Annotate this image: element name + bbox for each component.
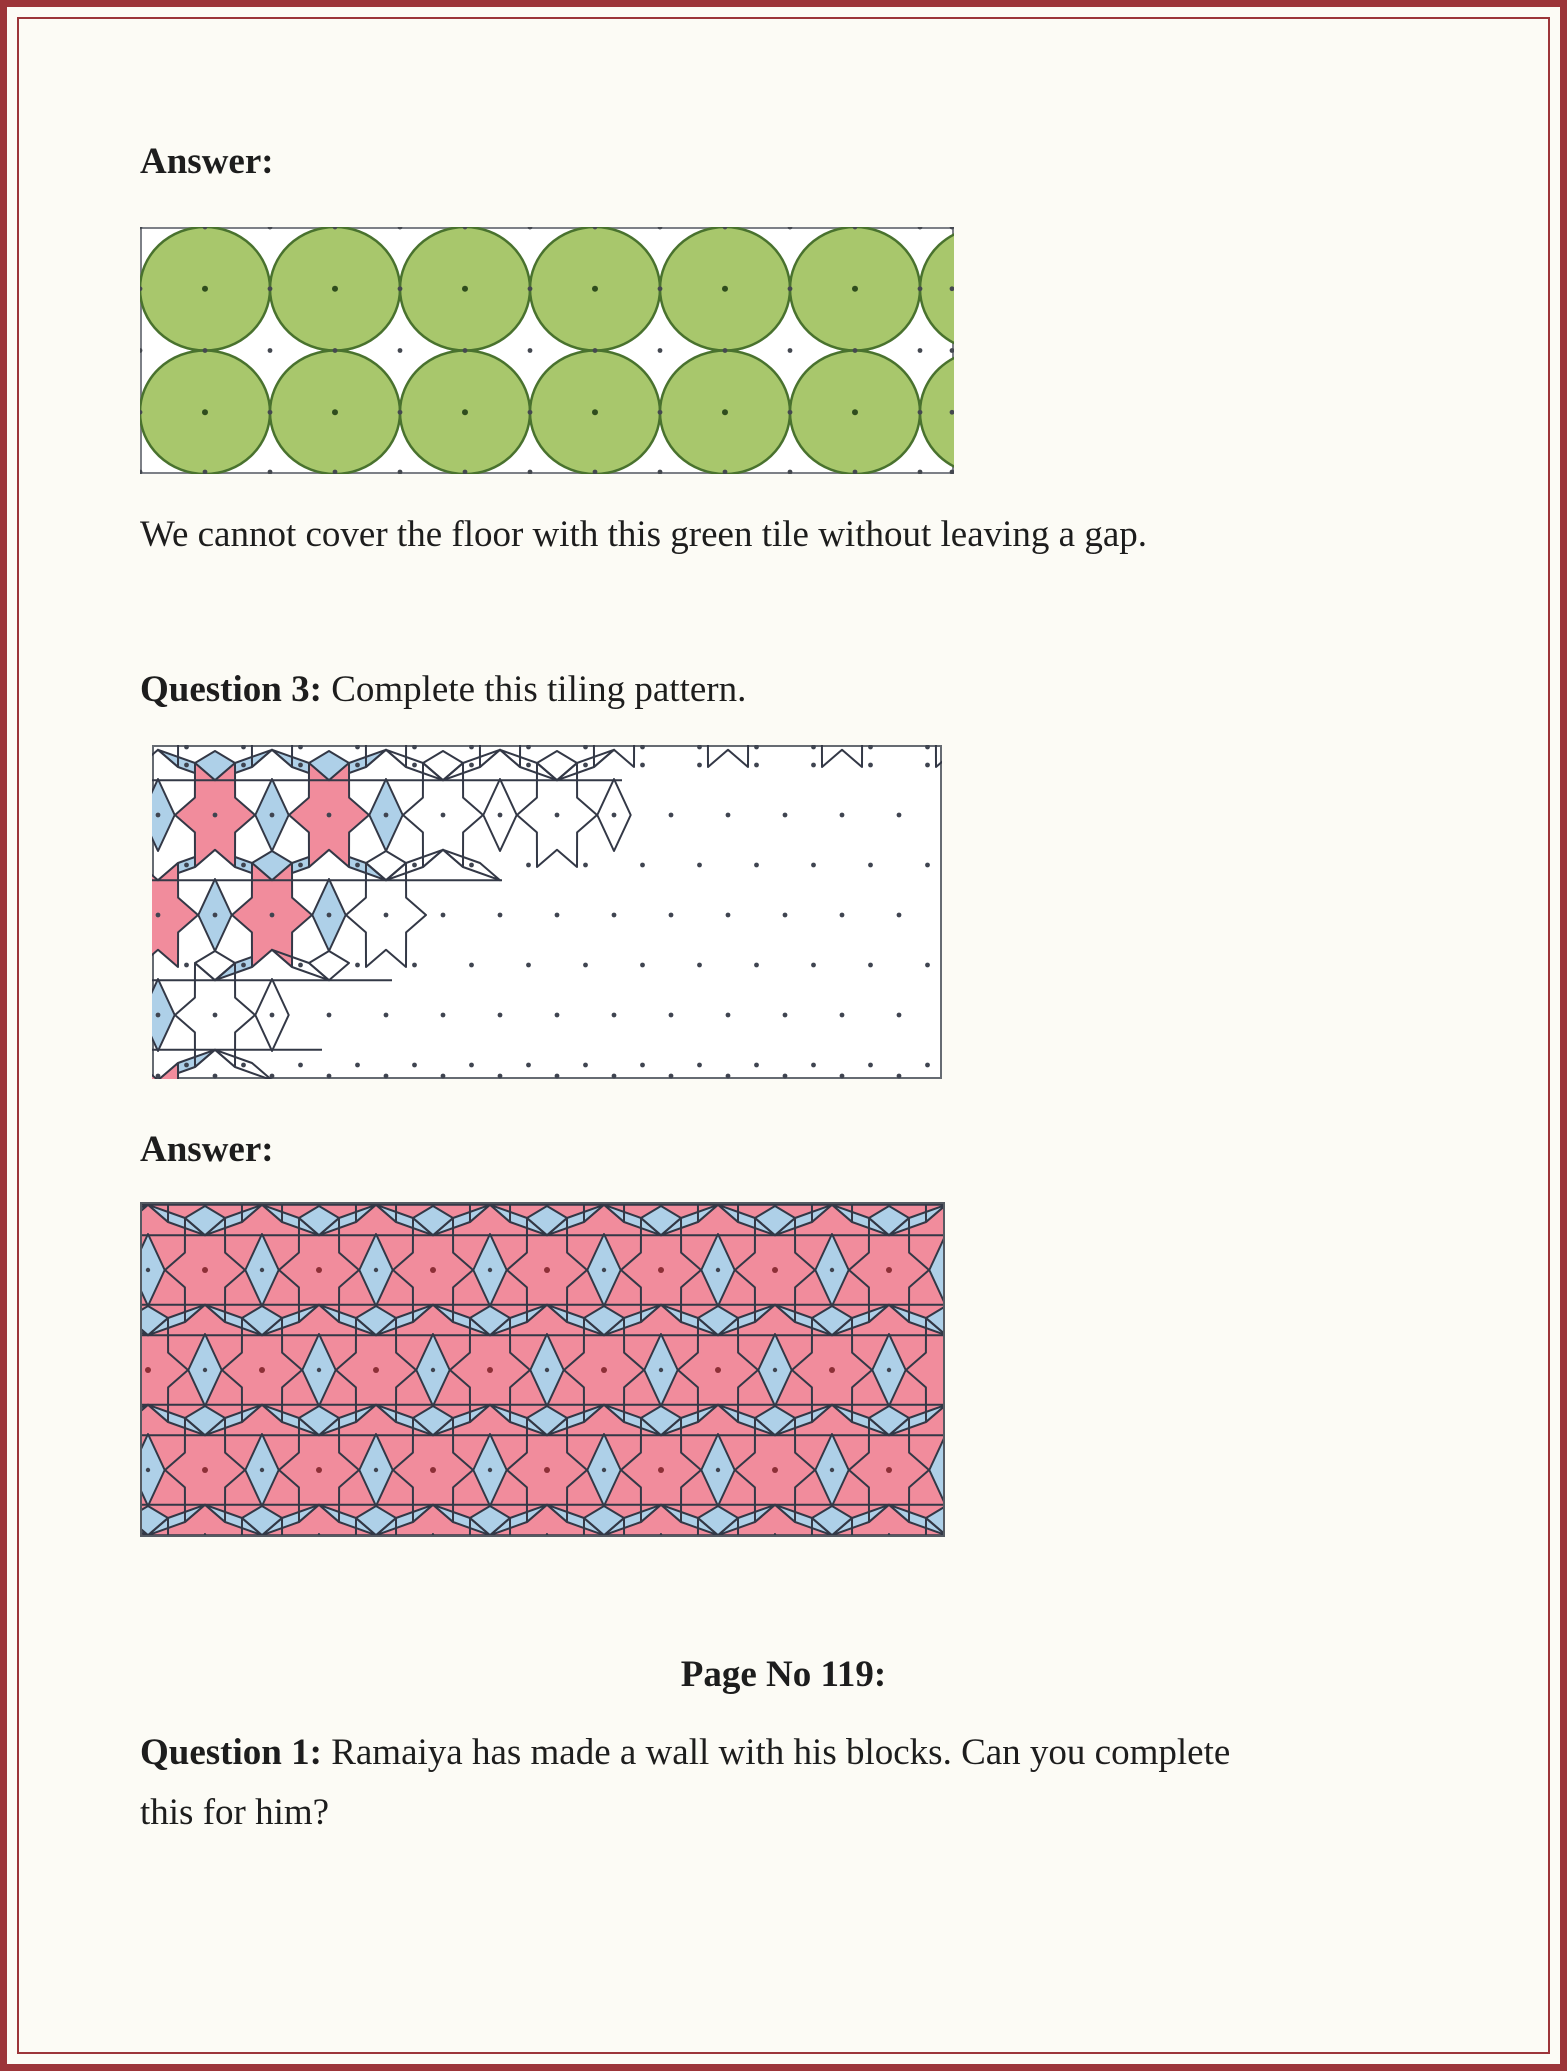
completed-tiling-svg [140, 1202, 945, 1537]
question-1-text: Ramaiya has made a wall with his blocks. Can you complete [321, 1732, 1231, 1773]
question-3-label: Question 3: [140, 669, 322, 710]
question-1-line-1 [140, 1723, 1470, 1783]
question-1-block [140, 1723, 1470, 1843]
circle-tiling-svg [140, 227, 954, 474]
question-3-text: Complete this tiling pattern. [321, 669, 747, 710]
incomplete-tiling-figure [152, 745, 942, 1079]
page-number-heading: Page No 119: [680, 1654, 887, 1695]
gap-statement: We cannot cover the floor with this green tile without leaving a gap. [140, 514, 1148, 555]
question-1-label: Question 1: [140, 1732, 322, 1773]
answer-heading-1: Answer: [140, 141, 274, 182]
answer-heading-2: Answer: [140, 1129, 274, 1170]
question-3-line [140, 665, 746, 715]
completed-tiling-figure [140, 1202, 945, 1537]
circle-tiling-figure [140, 227, 954, 474]
question-1-line-2: this for him? [140, 1791, 330, 1833]
incomplete-tiling-svg [152, 745, 942, 1079]
